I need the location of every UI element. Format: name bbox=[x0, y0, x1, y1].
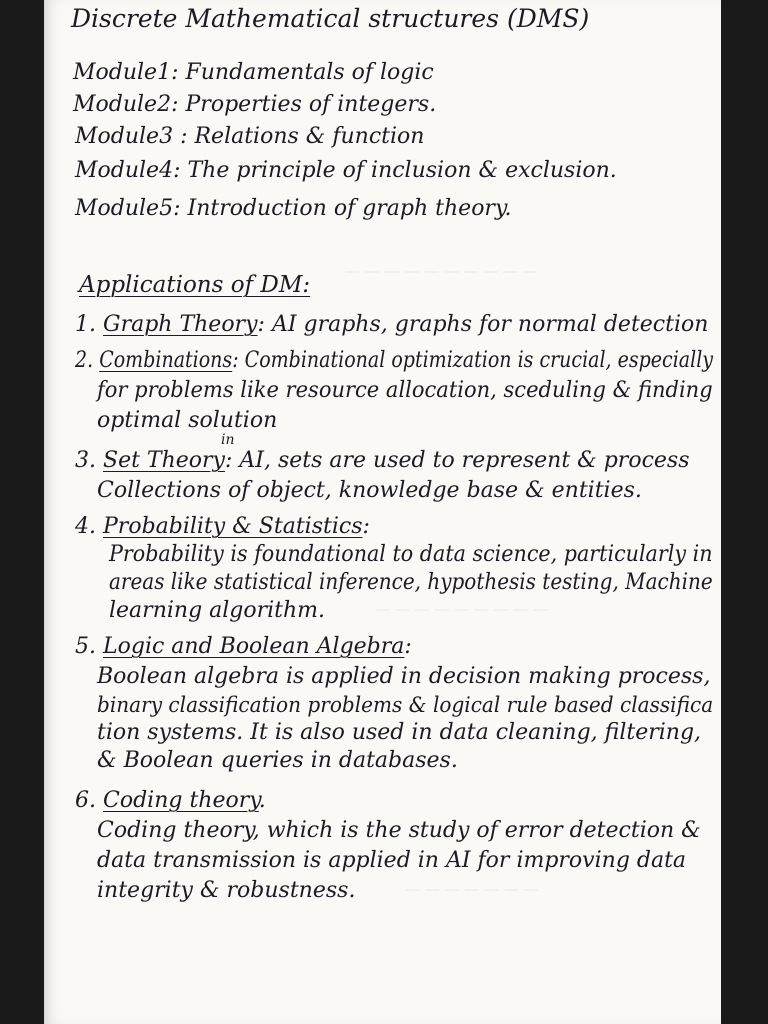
module-text: The principle of inclusion & exclusion. bbox=[187, 158, 617, 183]
item-text: AI graphs, graphs for normal detection bbox=[271, 312, 709, 337]
item-text: tion systems. It is also used in data cleaning, filtering, bbox=[97, 720, 702, 745]
insertion-mark: in bbox=[221, 432, 235, 448]
item-text: data transmission is applied in AI for improving data bbox=[97, 848, 687, 873]
applications-heading: Applications of DM: bbox=[79, 272, 311, 298]
item-text: Probability is foundational to data science, particularly in bbox=[109, 542, 713, 567]
module-item bbox=[75, 124, 424, 150]
item-heading: Probability & Statistics bbox=[103, 514, 363, 539]
module-label: Module5: bbox=[75, 196, 181, 221]
item-separator: . bbox=[258, 788, 266, 813]
application-item bbox=[75, 348, 713, 374]
item-separator: : bbox=[224, 448, 233, 473]
bleed-through-text: — — — — — — — bbox=[405, 880, 539, 898]
item-separator: : bbox=[232, 348, 239, 373]
item-heading: Graph Theory bbox=[103, 312, 258, 337]
item-text: Combinational optimization is crucial, especially bbox=[244, 348, 714, 373]
item-number: 2. bbox=[75, 348, 94, 373]
application-item bbox=[75, 448, 690, 474]
item-text: learning algorithm. bbox=[109, 598, 326, 623]
item-text: for problems like resource allocation, sceduling & finding bbox=[97, 378, 713, 403]
notebook-page bbox=[44, 0, 721, 1024]
module-item bbox=[75, 196, 511, 222]
module-text: Properties of integers. bbox=[185, 92, 437, 117]
module-item bbox=[73, 92, 436, 118]
item-text: binary classification problems & logical rule based classifica bbox=[97, 693, 714, 717]
item-text: optimal solution bbox=[97, 408, 278, 433]
application-item bbox=[75, 514, 370, 540]
item-number: 3. bbox=[75, 448, 96, 473]
module-item bbox=[75, 158, 617, 184]
item-heading: Combinations bbox=[99, 348, 233, 373]
item-separator: : bbox=[404, 634, 412, 659]
item-text: Boolean algebra is applied in decision making process, bbox=[97, 664, 711, 689]
item-separator: : bbox=[362, 514, 370, 539]
module-label: Module4: bbox=[75, 158, 181, 183]
item-number: 6. bbox=[75, 788, 96, 813]
item-text: areas like statistical inference, hypothesis testing, Machine bbox=[109, 570, 713, 595]
item-number: 5. bbox=[75, 634, 96, 659]
module-text: Introduction of graph theory. bbox=[187, 196, 512, 221]
item-separator: : bbox=[257, 312, 265, 337]
module-label: Module3 : bbox=[75, 124, 188, 149]
item-text: Collections of object, knowledge base & entities. bbox=[97, 478, 642, 503]
item-number: 4. bbox=[75, 514, 96, 539]
item-text: integrity & robustness. bbox=[97, 878, 356, 903]
bleed-through-text: — — — — — — — — — — bbox=[345, 262, 538, 280]
application-item bbox=[75, 634, 412, 660]
module-item bbox=[73, 60, 434, 86]
item-text: Coding theory, which is the study of error detection & bbox=[97, 818, 701, 843]
item-text: AI, sets are used to represent & process bbox=[239, 448, 690, 473]
application-item bbox=[75, 788, 266, 814]
item-text: & Boolean queries in databases. bbox=[97, 748, 458, 773]
item-number: 1. bbox=[75, 312, 96, 337]
page-title: Discrete Mathematical structures (DMS) bbox=[71, 4, 590, 33]
module-text: Relations & function bbox=[194, 124, 425, 149]
module-text: Fundamentals of logic bbox=[185, 60, 434, 85]
module-label: Module1: bbox=[73, 60, 179, 85]
item-heading: Coding theory bbox=[103, 788, 259, 813]
module-label: Module2: bbox=[73, 92, 179, 117]
item-heading: Set Theory bbox=[103, 448, 225, 473]
bleed-through-text: — — — — — — — — — bbox=[375, 600, 549, 618]
application-item bbox=[75, 312, 708, 338]
item-heading: Logic and Boolean Algebra bbox=[103, 634, 405, 659]
